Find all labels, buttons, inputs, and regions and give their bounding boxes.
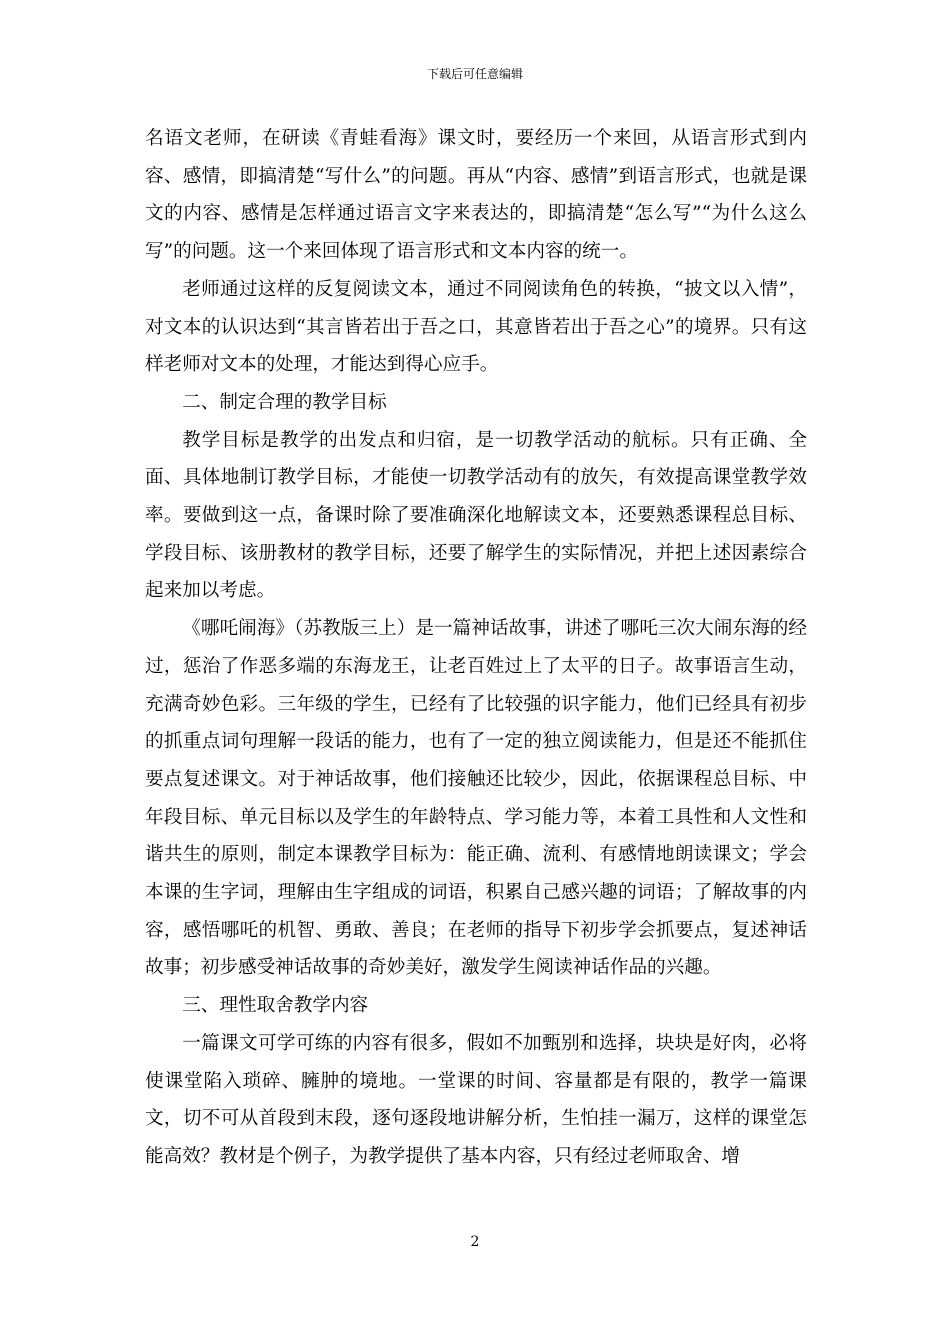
section-heading-3: 三、理性取舍教学内容 bbox=[182, 995, 369, 1017]
paragraph: 老师通过这样的反复阅读文本，通过不同阅读角色的转换，“披文以入情”，对文本的认识达到“其言皆若出于吾之口，其意皆若出于吾之心”的境界。只有这样老师对文本的处理，才能达到得心应手。 bbox=[145, 278, 807, 376]
paragraph-continuation: 名语文老师，在研读《青蛙看海》课文时，要经历一个来回，从语言形式到内容、感情，即搞清楚“写什么”的问题。再从“内容、感情”到语言形式，也就是课文的内容、感情是怎样通过语言文字来表达的，即搞清楚“怎么写”“为什么这么写”的问题。这一个来回体现了语言形式和文本内容的统一。 bbox=[145, 128, 807, 263]
paragraph: 教学目标是教学的出发点和归宿，是一切教学活动的航标。只有正确、全面、具体地制订教学目标，才能使一切教学活动有的放矢，有效提高课堂教学效率。要做到这一点，备课时除了要准确深化地解读文本，还要熟悉课程总目标、学段目标、该册教材的教学目标，还要了解学生的实际情况，并把上述因素综合起来加以考虑。 bbox=[145, 429, 807, 602]
section-heading-2: 二、制定合理的教学目标 bbox=[182, 391, 387, 413]
document-body bbox=[145, 120, 807, 1176]
page-number: 2 bbox=[470, 1234, 480, 1250]
paragraph: 《哪吒闹海》（苏教版三上）是一篇神话故事，讲述了哪吒三次大闹东海的经过，惩治了作恶多端的东海龙王，让老百姓过上了太平的日子。故事语言生动，充满奇妙色彩。三年级的学生，已经有了比较强的识字能力，他们已经具有初步的抓重点词句理解一段话的能力，也有了一定的独立阅读能力，但是还不能抓住要点复述课文。对于神话故事，他们接触还比较少，因此，依据课程总目标、中年段目标、单元目标以及学生的年龄特点、学习能力等，本着工具性和人文性和谐共生的原则，制定本课教学目标为：能正确、流利、有感情地朗读课文；学会本课的生字词，理解由生字组成的词语，积累自己感兴趣的词语；了解故事的内容，感悟哪吒的机智、勇敢、善良；在老师的指导下初步学会抓要点，复述神话故事；初步感受神话故事的奇妙美好，激发学生阅读神话作品的兴趣。 bbox=[145, 618, 807, 979]
paragraph: 一篇课文可学可练的内容有很多，假如不加甄别和选择，块块是好肉，必将使课堂陷入琐碎、臃肿的境地。一堂课的时间、容量都是有限的，教学一篇课文，切不可从首段到末段，逐句逐段地讲解分析，生怕挂一漏万，这样的课堂怎能高效？教材是个例子，为教学提供了基本内容，只有经过老师取舍、增 bbox=[145, 1032, 807, 1167]
page-header: 下载后可任意编辑 bbox=[426, 67, 523, 81]
